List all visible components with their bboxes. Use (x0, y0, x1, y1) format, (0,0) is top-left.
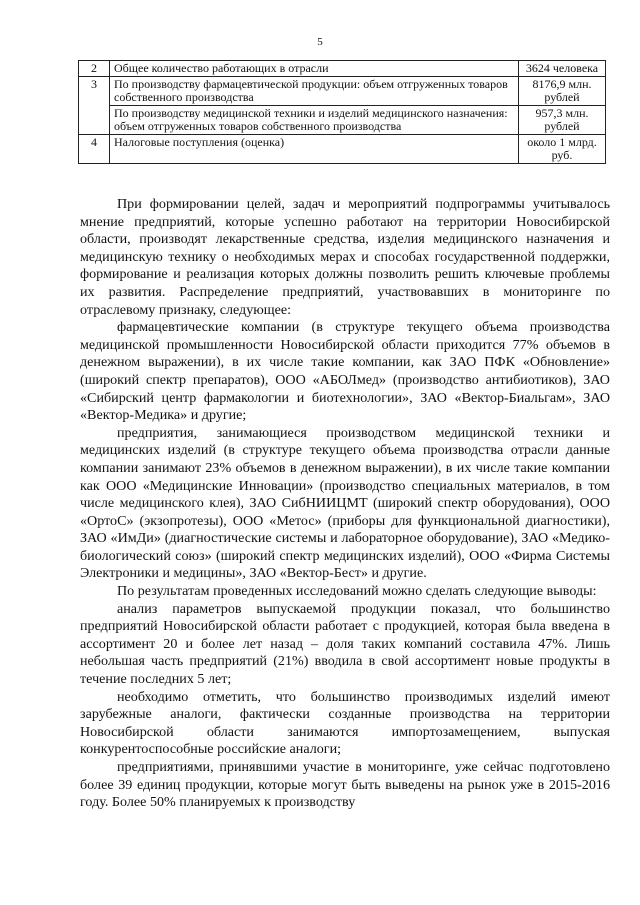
row-label: Общее количество работающих в отрасли (110, 61, 519, 77)
row-value: около 1 млрд. руб. (519, 135, 606, 164)
table-row (79, 135, 606, 164)
page-number: 5 (317, 36, 323, 48)
row-number: 3 (79, 77, 110, 135)
row-value: 3624 человека (519, 61, 606, 77)
row-value: 957,3 млн. рублей (519, 106, 606, 135)
row-value: 8176,9 млн. рублей (519, 77, 606, 106)
paragraph-medtech: предприятия, занимающиеся производством медицинской техники и медицинских изделий (в структуре текущего объема производства отрасли данные компании занимают 23% объемов в денежном выражении), в их числе такие компании как ООО «Медицинские Инновации» (производство специальных материалов, в том числе медицинского клея), ЗАО СибНИИЦМТ (широкий спектр оборудования), ООО «ОртоС» (экзопротезы), ООО «Метос» (приборы для функциональной диагностики), ЗАО «ИмДи» (диагностические системы и лабораторное оборудование), ЗАО «Медико-биологический союз» (широкий спектр медицинских изделий), ООО «Фирма Системы Электроники и медицины», ЗАО «Вектор-Бест» и другие. (80, 424, 610, 582)
row-number: 4 (79, 135, 110, 164)
paragraph-analysis: анализ параметров выпускаемой продукции показал, что большинство предприятий Новосибирской области работает с продукцией, которая была введена в ассортимент 20 и более лет назад – доля таких компаний составила 47%. Лишь небольшая часть предприятий (21%) вводила в свой ассортимент новые продукты в течение последних 5 лет; (80, 600, 610, 688)
table-row (79, 61, 606, 77)
table-row (79, 77, 606, 106)
paragraph-conclusions-intro: По результатам проведенных исследований можно сделать следующие выводы: (117, 583, 597, 600)
row-label: Налоговые поступления (оценка) (110, 135, 519, 164)
body-text (80, 196, 610, 812)
paragraph-intro: При формировании целей, задач и мероприятий подпрограммы учитывалось мнение предприятий, которые успешно работают на территории Новосибирской области, производят лекарственные средства, изделия медицинского назначения и медицинскую технику о необходимых мерах и способах государственной поддержки, формирование и реализация которых должны позволить решить ключевые проблемы их развития. Распределение предприятий, участвовавших в мониторинге по отраслевому признаку, следующее: (80, 196, 610, 318)
paragraph-pharma: фармацевтические компании (в структуре текущего объема производства медицинской промышленности Новосибирской области приходится 77% объемов в денежном выражении), в их числе такие компании, как ЗАО ПФК «Обновление» (широкий спектр препаратов), ООО «АБОЛмед» (производство антибиотиков), ЗАО «Сибирский центр фармакологии и биотехнологии», ЗАО «Вектор-Биальгам», ЗАО «Вектор-Медика» и другие; (80, 319, 610, 424)
row-number: 2 (79, 61, 110, 77)
row-label: По производству медицинской техники и изделий медицинского назначения: объем отгруженных товаров собственного производства (110, 106, 519, 135)
paragraph-import-substitution: необходимо отметить, что большинство производимых изделий имеют зарубежные аналоги, фактически созданные производства на территории Новосибирской области занимаются импортозамещением, выпуская конкурентоспособные российские аналоги; (80, 688, 610, 758)
row-label: По производству фармацевтической продукции: объем отгруженных товаров собственного производства (110, 77, 519, 106)
table-row (79, 106, 606, 135)
paragraph-monitoring: предприятиями, принявшими участие в мониторинге, уже сейчас подготовлено более 39 единиц продукции, которые могут быть выведены на рынок уже в 2015-2016 году. Более 50% планируемых к производству (80, 759, 610, 811)
indicators-table (78, 60, 606, 164)
